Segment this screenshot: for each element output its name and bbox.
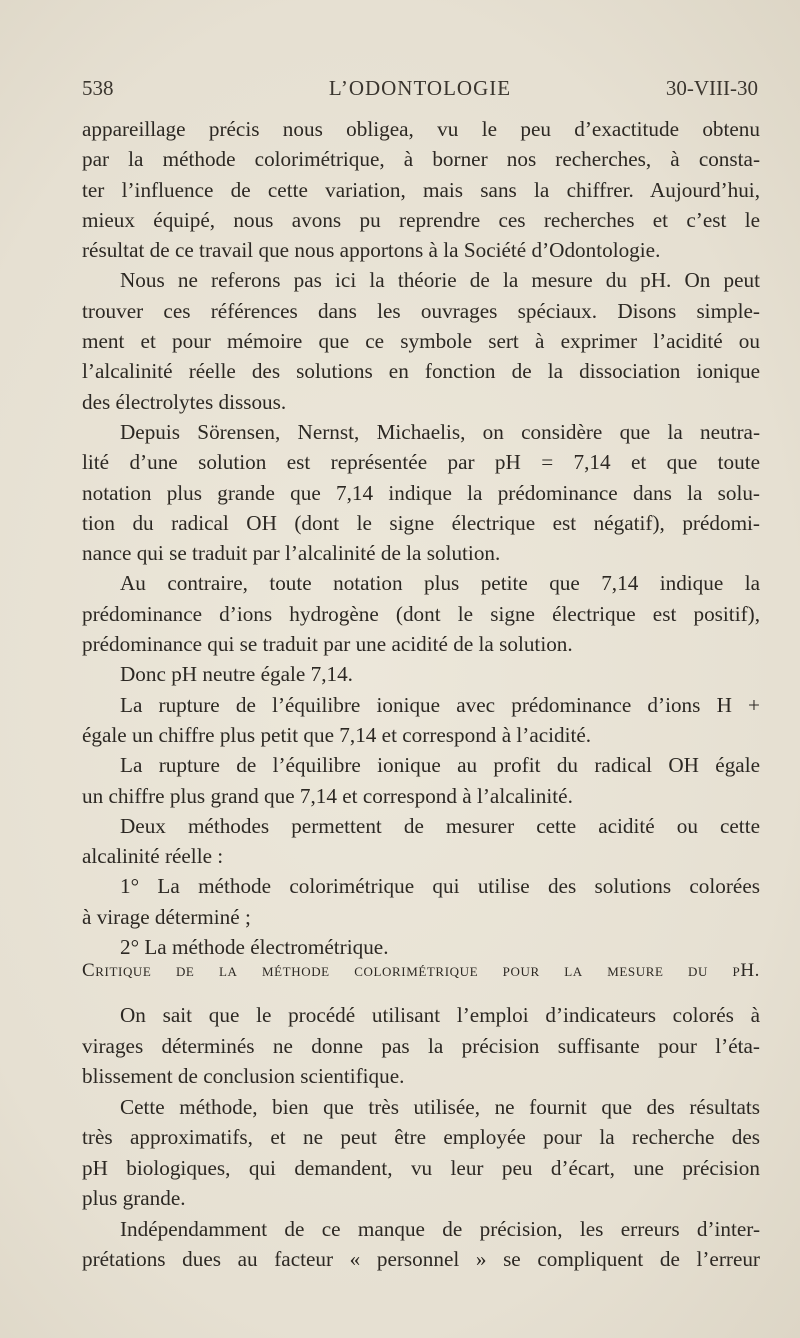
text-line: prédominance d’ions hydrogène (dont le signe électrique est positif),	[82, 601, 760, 626]
text-line: l’alcalinité réelle des solutions en fonction de la dissociation ionique	[82, 359, 760, 384]
text-line: mieux équipé, nous avons pu reprendre ces recherches et c’est le	[82, 207, 760, 232]
text-line: appareillage précis nous obligea, vu le peu d’exactitude obtenu	[82, 117, 760, 141]
text-line: 1° La méthode colorimétrique qui utilise des solutions colorées	[120, 874, 760, 899]
text-line: résultat de ce travail que nous apportons à la Société d’Odontologie.	[82, 238, 661, 263]
text-line: Depuis Sörensen, Nernst, Michaelis, on considère que la neutra-	[120, 419, 760, 444]
text-line: nance qui se traduit par l’alcalinité de la solution.	[82, 541, 501, 566]
text-line: prédominance qui se traduit par une acidité de la solution.	[82, 632, 573, 657]
text-line: Indépendamment de ce manque de précision, les erreurs d’inter-	[120, 1216, 760, 1241]
text-line: des électrolytes dissous.	[82, 389, 287, 414]
text-line: égale un chiffre plus petit que 7,14 et correspond à l’acidité.	[82, 722, 592, 747]
text-line: tion du radical OH (dont le signe électrique est négatif), prédomi-	[82, 510, 760, 535]
text-line: Cette méthode, bien que très utilisée, ne fournit que des résultats	[120, 1094, 760, 1119]
text-line: La rupture de l’équilibre ionique avec prédominance d’ions H +	[120, 692, 760, 717]
text-line: à virage déterminé ;	[82, 904, 251, 929]
text-line: 2° La méthode électrométrique.	[120, 935, 389, 960]
issue-date: 30-VIII-30	[665, 76, 758, 100]
text-line: blissement de conclusion scientifique.	[82, 1064, 405, 1088]
section-heading: Critique de la méthode colorimétrique pour la mesure du pH.	[82, 960, 760, 981]
text-line: notation plus grande que 7,14 indique la prédominance dans la solu-	[82, 480, 760, 505]
text-line: par la méthode colorimétrique, à borner nos recherches, à consta-	[82, 147, 760, 172]
page-number: 538	[82, 76, 114, 100]
text-line: pH biologiques, qui demandent, vu leur peu d’écart, une précision	[82, 1155, 760, 1180]
text-line: Nous ne referons pas ici la théorie de la mesure du pH. On peut	[120, 268, 760, 293]
running-title: L’ODONTOLOGIE	[328, 76, 512, 100]
text-line: ter l’influence de cette variation, mais sans la chiffrer. Aujourd’hui,	[82, 177, 760, 202]
text-line: prétations dues au facteur « personnel » se compliquent de l’erreur	[82, 1247, 760, 1271]
text-line: ment et pour mémoire que ce symbole sert à exprimer l’acidité ou	[82, 329, 760, 354]
text-line: virages déterminés ne donne pas la précision suffisante pour l’éta-	[82, 1033, 760, 1058]
text-line: plus grande.	[82, 1186, 186, 1210]
text-line: Au contraire, toute notation plus petite que 7,14 indique la	[120, 571, 760, 596]
text-line: trouver ces références dans les ouvrages spéciaux. Disons simple-	[82, 298, 760, 323]
text-line: Donc pH neutre égale 7,14.	[120, 662, 353, 687]
text-line: un chiffre plus grand que 7,14 et correspond à l’alcalinité.	[82, 783, 573, 808]
body-text-after-heading	[82, 1000, 760, 1275]
body-text-before-heading	[82, 114, 760, 962]
text-line: On sait que le procédé utilisant l’emploi d’indicateurs colorés à	[120, 1003, 760, 1027]
text-line: Deux méthodes permettent de mesurer cette acidité ou cette	[120, 813, 760, 838]
text-line: alcalinité réelle :	[82, 844, 224, 869]
text-line: très approximatifs, et ne peut être employée pour la recherche des	[82, 1125, 760, 1149]
text-line: La rupture de l’équilibre ionique au profit du radical OH égale	[120, 753, 760, 778]
text-line: lité d’une solution est représentée par pH = 7,14 et que toute	[82, 450, 760, 475]
